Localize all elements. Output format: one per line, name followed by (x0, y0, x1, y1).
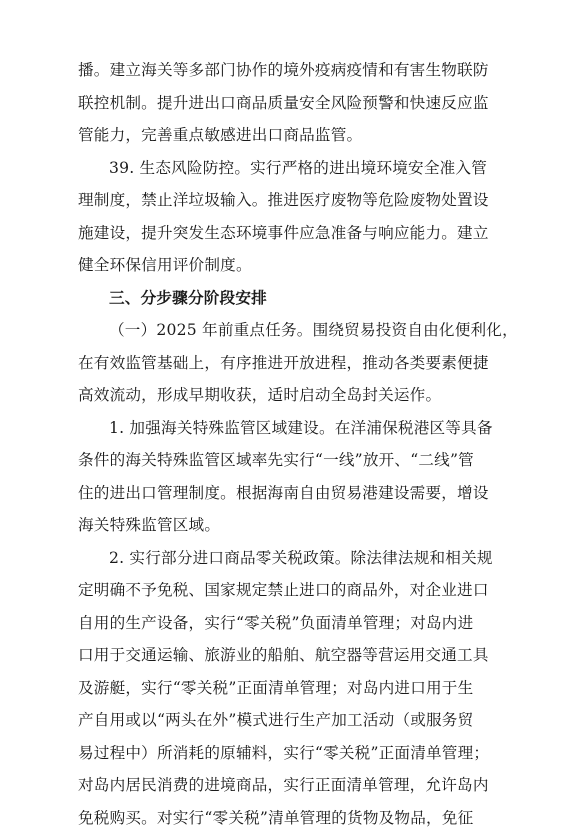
text-line: 口用于交通运输、旅游业的船舶、航空器等营运用交通工具 (78, 646, 489, 664)
text-line: 免税购买。对实行“零关税”清单管理的货物及物品，免征 (78, 808, 474, 827)
text-line: 施建设，提升突发生态环境事件应急准备与响应能力。建立 (78, 223, 489, 242)
text-line: 产自用或以“两头在外”模式进行生产加工活动（或服务贸 (78, 711, 474, 729)
text-line: 播。建立海关等多部门协作的境外疫病疫情和有害生物联防 (78, 61, 489, 79)
text-line: 对岛内居民消费的进境商品，实行正面清单管理，允许岛内 (78, 776, 489, 794)
text-line: 高效流动，形成早期收获，适时启动全岛封关运作。 (78, 386, 442, 404)
text-line: 海关特殊监管区域。 (78, 516, 221, 534)
text-line: 自用的生产设备，实行“零关税”负面清单管理；对岛内进 (78, 613, 474, 632)
text-line: （一）2025 年前重点任务。围绕贸易投资自由化便利化， (109, 321, 518, 339)
text-line: 住的进出口管理制度。根据海南自由贸易港建设需要，增设 (78, 483, 489, 502)
text-line: 条件的海关特殊监管区域率先实行“一线”放开、“二线”管 (78, 451, 474, 469)
text-line: 易过程中）所消耗的原辅料，实行“零关税”正面清单管理； (78, 743, 490, 762)
text-line: 在有效监管基础上，有序推进开放进程，推动各类要素便捷 (78, 353, 489, 372)
text-line: 定明确不予免税、国家规定禁止进口的商品外，对企业进口 (78, 581, 489, 599)
text-line: 及游艇，实行“零关税”正面清单管理；对岛内进口用于生 (78, 678, 474, 697)
text-line: 1. 加强海关特殊监管区域建设。在洋浦保税港区等具备 (109, 418, 493, 437)
text-line: 2. 实行部分进口商品零关税政策。除法律法规和相关规 (109, 548, 493, 567)
text-line: 管能力，完善重点敏感进出口商品监管。 (78, 126, 363, 144)
text-line: 39. 生态风险防控。实行严格的进出境环境安全准入管 (109, 158, 488, 177)
section-heading: 三、分步骤分阶段安排 (109, 288, 267, 307)
text-line: 理制度，禁止洋垃圾输入。推进医疗废物等危险废物处置设 (78, 191, 489, 209)
text-line: 联控机制。提升进出口商品质量安全风险预警和快速反应监 (78, 93, 489, 112)
text-line: 健全环保信用评价制度。 (78, 256, 252, 274)
